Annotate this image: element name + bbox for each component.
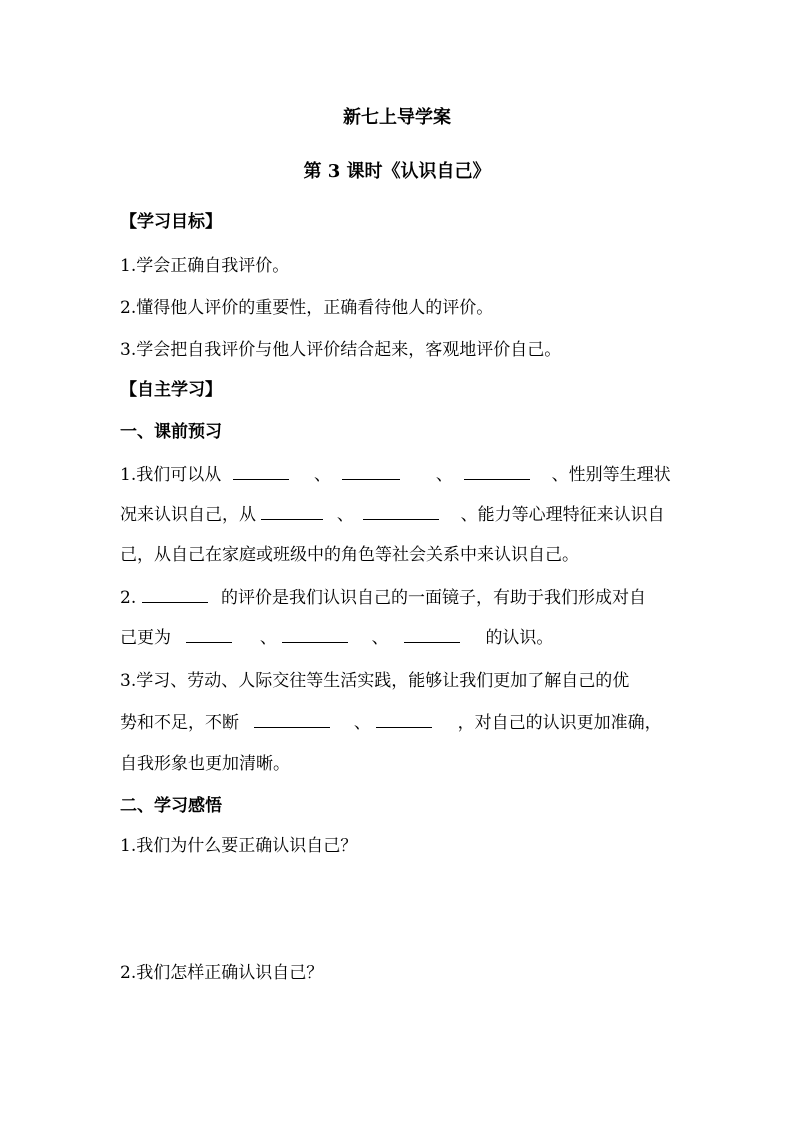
fill-blank[interactable] <box>254 711 330 728</box>
fill-blank[interactable] <box>142 586 208 603</box>
objective-item: 3.学会把自我评价与他人评价结合起来，客观地评价自己。 <box>120 340 562 360</box>
fill-blank[interactable] <box>282 626 348 643</box>
fill-blank[interactable] <box>404 626 460 643</box>
preview-q1-line2 <box>120 503 690 527</box>
preview-q2-line1 <box>120 586 690 610</box>
preview-q2-text: 己更为 <box>120 628 171 648</box>
self-study-heading: 【自主学习】 <box>120 380 222 400</box>
separator: 、 <box>371 628 389 648</box>
preview-q3-text: ，对自己的认识更加准确， <box>457 713 662 733</box>
preview-q1-text: 、性别等生理状 <box>551 465 671 485</box>
fill-blank[interactable] <box>233 463 289 480</box>
objective-item: 2.懂得他人评价的重要性，正确看待他人的评价。 <box>120 298 494 318</box>
preview-q1-text: 、能力等心理特征来认识自 <box>460 505 665 525</box>
preview-q1-line3: 己，从自己在家庭或班级中的角色等社会关系中来认识自己。 <box>120 545 579 565</box>
preview-heading: 一、课前预习 <box>120 422 222 442</box>
fill-blank[interactable] <box>363 503 439 520</box>
lesson-subtitle: 第 3 课时《认识自己》 <box>303 161 491 182</box>
separator: 、 <box>314 465 332 485</box>
reflection-question: 2.我们怎样正确认识自己？ <box>120 963 324 983</box>
objective-item: 1.学会正确自我评价。 <box>120 256 290 276</box>
preview-q3-line1: 3.学习、劳动、人际交往等生活实践，能够让我们更加了解自己的优 <box>120 671 630 691</box>
preview-q1-text: 况来认识自己，从 <box>120 505 256 525</box>
preview-q3-line3: 自我形象也更加清晰。 <box>120 754 290 774</box>
objectives-heading: 【学习目标】 <box>120 212 222 232</box>
reflection-heading: 二、学习感悟 <box>120 796 222 816</box>
preview-q2-line2 <box>120 626 690 650</box>
separator: 、 <box>353 713 371 733</box>
fill-blank[interactable] <box>376 711 432 728</box>
preview-q2-text: 的认识。 <box>485 628 554 648</box>
reflection-question: 1.我们为什么要正确认识自己？ <box>120 836 358 856</box>
preview-q1-line1 <box>120 463 690 487</box>
document-title: 新七上导学案 <box>343 107 451 128</box>
fill-blank[interactable] <box>464 463 530 480</box>
preview-q3-text: 势和不足，不断 <box>120 713 239 733</box>
fill-blank[interactable] <box>261 503 323 520</box>
separator: 、 <box>435 465 453 485</box>
fill-blank[interactable] <box>342 463 400 480</box>
preview-q3-line2 <box>120 711 690 735</box>
preview-q1-text: 1.我们可以从 <box>120 465 222 485</box>
separator: 、 <box>259 628 277 648</box>
fill-blank[interactable] <box>186 626 232 643</box>
preview-q2-text: 2. <box>120 588 137 608</box>
preview-q2-text: 的评价是我们认识自己的一面镜子，有助于我们形成对自 <box>221 588 647 608</box>
separator: 、 <box>336 505 354 525</box>
